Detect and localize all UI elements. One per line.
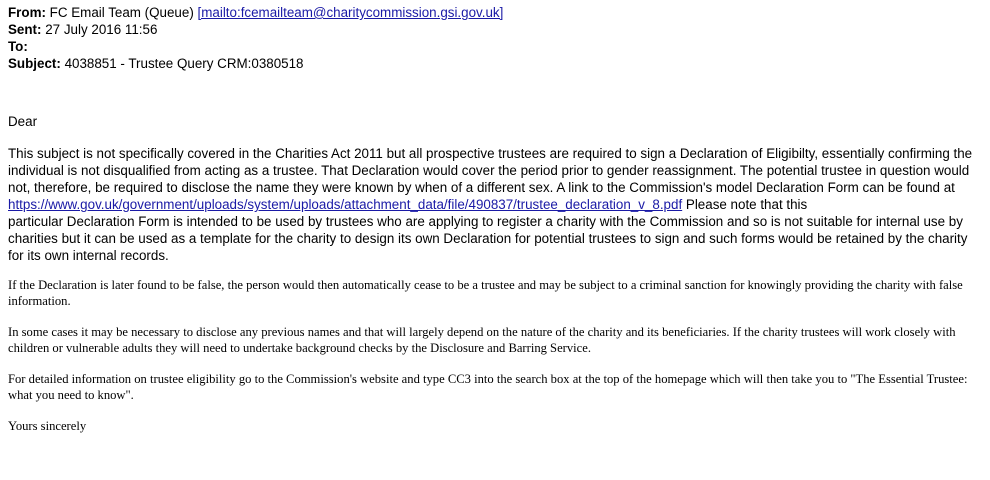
paragraph-previous-names: In some cases it may be necessary to disclose any previous names and that will largely depend on the nature of the charity and its beneficiaries. If the charity trustees will work closely with children or vulnerable adults they will need to undertake background checks by the Disclosure and Barring Service. <box>8 325 956 355</box>
to-line <box>8 38 983 55</box>
sent-label: Sent: <box>8 22 42 37</box>
email-message <box>8 4 983 434</box>
paragraph-eligibility-note: Please note that this <box>682 197 808 212</box>
from-email-link[interactable]: [mailto:fcemailteam@charitycommission.gsi.gov.uk] <box>197 5 504 20</box>
paragraph-eligibility-text: This subject is not specifically covered in the Charities Act 2011 but all prospective trustees are required to sign a Declaration of Eligibilty, essentially confirming the individual is not disqualified from acting as a trustee. That Declaration would cover the period prior to gender reassignment. The potential trustee in question would not, therefore, be required to disclose the name they were known by when of a different sex. A link to the Commission's model Declaration Form can be found at <box>8 146 973 195</box>
from-label: From: <box>8 5 46 20</box>
paragraph-declaration-form: particular Declaration Form is intended to be used by trustees who are applying to register a charity with the Commission and so is not suitable for internal use by charities but it can be used as a template for the charity to design its own Declaration for potential trustees to sign and such forms would be retained by the charity for its own internal records. <box>8 214 968 263</box>
greeting: Dear <box>8 114 38 129</box>
declaration-form-link[interactable]: https://www.gov.uk/government/uploads/system/uploads/attachment_data/file/490837/trustee_declaration_v_8.pdf <box>8 197 683 212</box>
paragraph-eligibility <box>8 145 983 213</box>
to-label: To: <box>8 39 28 54</box>
sign-off: Yours sincerely <box>8 419 87 433</box>
sent-line <box>8 21 983 38</box>
paragraph-detailed-info: For detailed information on trustee eligibility go to the Commission's website and type CC3 into the search box at the top of the homepage which will then take you to "The Essential Trustee: what you need to know". <box>8 372 968 402</box>
subject-label: Subject: <box>8 56 61 71</box>
from-name: FC Email Team (Queue) <box>49 5 194 20</box>
email-header <box>8 4 983 72</box>
paragraph-false-declaration: If the Declaration is later found to be false, the person would then automatically cease to be a trustee and may be subject to a criminal sanction for knowingly providing the charity with false information. <box>8 278 963 308</box>
from-line <box>8 4 983 21</box>
subject-line <box>8 55 983 72</box>
sent-value: 27 July 2016 11:56 <box>45 22 158 37</box>
subject-value: 4038851 - Trustee Query CRM:0380518 <box>64 56 304 71</box>
